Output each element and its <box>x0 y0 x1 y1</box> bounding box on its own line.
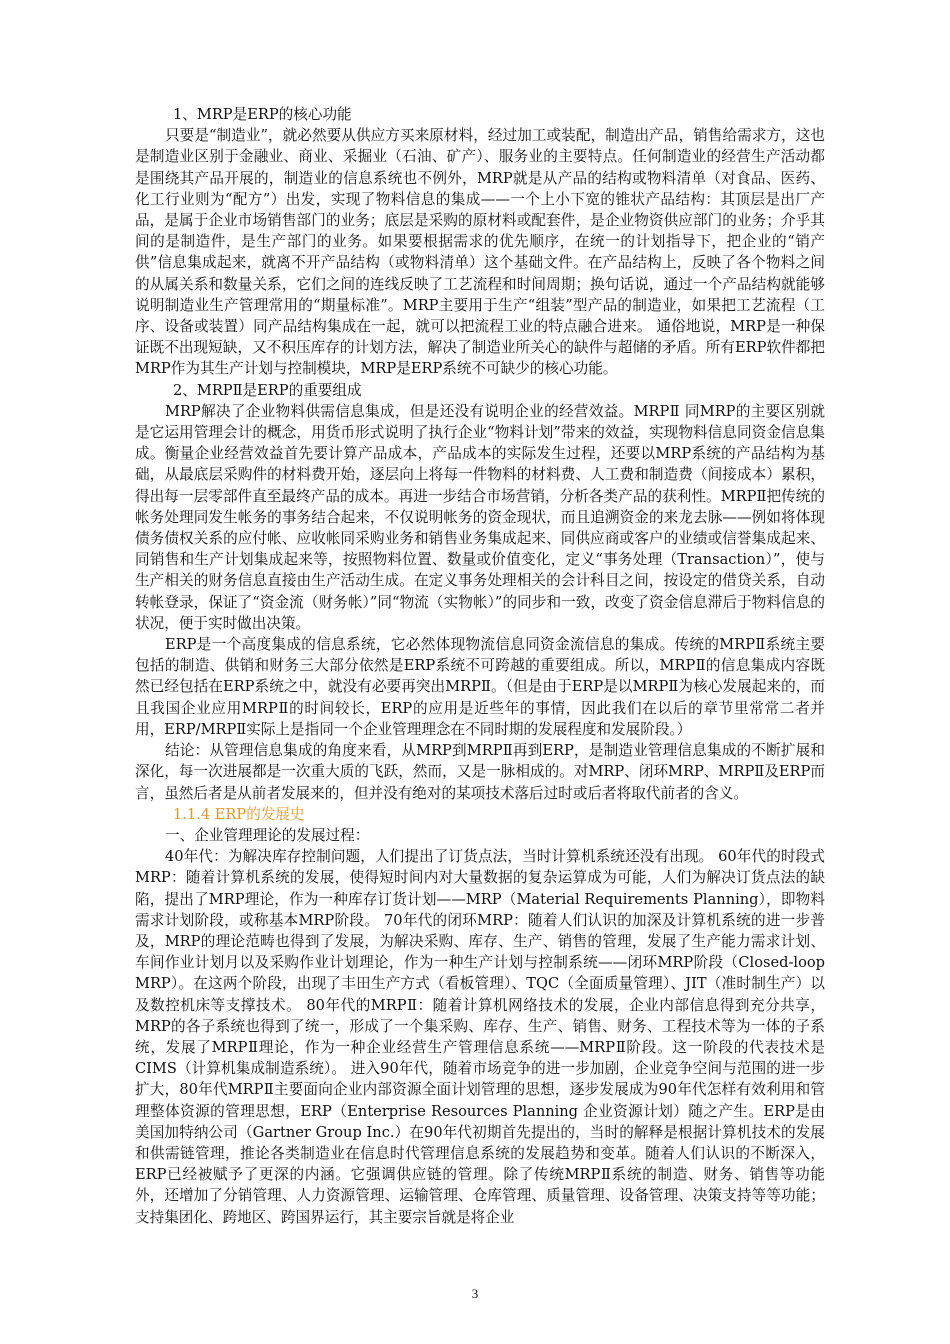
section-heading-mrp-core: 1、MRP是ERP的核心功能 <box>173 106 352 123</box>
paragraph-erp-integration: ERP是一个高度集成的信息系统，它必然体现物流信息同资金流信息的集成。传统的MRPⅡ系统主要包括的制造、供销和财务三大部分依然是ERP系统不可跨越的重要组成。所以，MRPⅡ的信息集成内容既然已经包括在ERP系统之中，就没有必要再突出MRPⅡ。（但是由于ERP是以MRPⅡ为核心发展起来的，而且我国企业应用MRPⅡ的时间较长，ERP的应用是近些年的事情，因此我们在以后的章节里常常二者并用，ERP/MRPⅡ实际上是指同一个企业管理理念在不同时期的发展程度和发展阶段。） <box>135 636 825 738</box>
erp-history-heading[interactable]: 1.1.4 ERP的发展史 <box>173 805 305 823</box>
section-heading-mrp2: 2、MRPⅡ是ERP的重要组成 <box>173 381 362 399</box>
document-body <box>135 104 825 1228</box>
paragraph-conclusion: 结论：从管理信息集成的角度来看，从MRP到MRPⅡ再到ERP，是制造业管理信息集成的不断扩展和深化，每一次进展都是一次重大质的飞跃，然而，又是一脉相成的。对MRP、闭环MRP、MRPⅡ及ERP而言，虽然后者是从前者发展来的，但并没有绝对的某项技术落后过时或后者将取代前者的含义。 <box>135 742 825 802</box>
page-number: 3 <box>471 1286 479 1301</box>
paragraph-mrp-core: 只要是“制造业”，就必然要从供应方买来原材料，经过加工或装配，制造出产品，销售给需求方，这也是制造业区别于金融业、商业、采掘业（石油、矿产）、服务业的主要特点。任何制造业的经营生产活动都是围绕其产品开展的，制造业的信息系统也不例外，MRP就是从产品的结构或物料清单（对食品、医药、化工行业则为“配方”）出发，实现了物料信息的集成——一个上小下宽的锥状产品结构：其顶层是出厂产品，是属于企业市场销售部门的业务；底层是采购的原材料或配套件，是企业物资供应部门的业务；介乎其间的是制造件，是生产部门的业务。如果要根据需求的优先顺序，在统一的计划指导下，把企业的“销产供”信息集成起来，就离不开产品结构（或物料清单）这个基础文件。在产品结构上，反映了各个物料之间的从属关系和数量关系，它们之间的连线反映了工艺流程和时间周期；换句话说，通过一个产品结构就能够说明制造业生产管理常用的“期量标准”。MRP主要用于生产“组装”型产品的制造业，如果把工艺流程（工序、设备或装置）同产品结构集成在一起，就可以把流程工业的特点融合进来。 通俗地说，MRP是一种保证既不出现短缺，又不积压库存的计划方法，解决了制造业所关心的缺件与超储的矛盾。所有ERP软件都把MRP作为其生产计划与控制模块，MRP是ERP系统不可缺少的核心功能。 <box>135 127 825 378</box>
paragraph-history: 40年代：为解决库存控制问题，人们提出了订货点法，当时计算机系统还没有出现。 60年代的时段式MRP：随着计算机系统的发展，使得短时间内对大量数据的复杂运算成为可能，人们为解决订货点法的缺陷，提出了MRP理论，作为一种库存订货计划——MRP（Material Requirements Planning），即物料需求计划阶段，或称基本MRP阶段。 70年代的闭环MRP：随着人们认识的加深及计算机系统的进一步普及，MRP的理论范畴也得到了发展，为解决采购、库存、生产、销售的管理，发展了生产能力需求计划、车间作业计划月以及采购作业计划理论，作为一种生产计划与控制系统——闭环MRP阶段（Closed-loop MRP）。在这两个阶段，出现了丰田生产方式（看板管理）、TQC（全面质量管理）、JIT（准时制生产）以及数控机床等支撑技术。 80年代的MRPⅡ：随着计算机网络技术的发展，企业内部信息得到充分共享，MRP的各子系统也得到了统一，形成了一个集采购、库存、生产、销售、财务、工程技术等为一体的子系统，发展了MRPⅡ理论，作为一种企业经营生产管理信息系统——MRPⅡ阶段。这一阶段的代表技术是CIMS（计算机集成制造系统）。 进入90年代，随着市场竞争的进一步加剧，企业竞争空间与范围的进一步扩大，80年代MRPⅡ主要面向企业内部资源全面计划管理的思想，逐步发展成为90年代怎样有效利用和管理整体资源的管理思想，ERP（Enterprise Resources Planning 企业资源计划）随之产生。ERP是由美国加特纳公司（Gartner Group Inc.）在90年代初期首先提出的，当时的解释是根据计算机技术的发展和供需链管理，推论各类制造业在信息时代管理信息系统的发展趋势和变革。随着人们认识的不断深入，ERP已经被赋予了更深的内涵。它强调供应链的管理。除了传统MRPⅡ系统的制造、财务、销售等功能外，还增加了分销管理、人力资源管理、运输管理、仓库管理、质量管理、设备管理、决策支持等等功能；支持集团化、跨地区、跨国界运行，其主要宗旨就是将企业 <box>135 848 825 1226</box>
subheading-management-theory: 一、企业管理理论的发展过程： <box>165 826 370 844</box>
paragraph-mrp2: MRP解决了企业物料供需信息集成，但是还没有说明企业的经营效益。MRPⅡ 同MRP的主要区别就是它运用管理会计的概念，用货币形式说明了执行企业“物料计划”带来的效益，实现物料信息同资金信息集成。衡量企业经营效益首先要计算产品成本，产品成本的实际发生过程，还要以MRP系统的产品结构为基础，从最底层采购件的材料费开始，逐层向上将每一件物料的材料费、人工费和制造费（间接成本）累积，得出每一层零部件直至最终产品的成本。再进一步结合市场营销，分析各类产品的获利性。MRPⅡ把传统的帐务处理同发生帐务的事务结合起来，不仅说明帐务的资金现状，而且追溯资金的来龙去脉——例如将体现债务债权关系的应付帐、应收帐同采购业务和销售业务集成起来、同供应商或客户的业绩或信誉集成起来、同销售和生产计划集成起来等，按照物料位置、数量或价值变化，定义“事务处理（Transaction）”，使与生产相关的财务信息直接由生产活动生成。在定义事务处理相关的会计科目之间，按设定的借贷关系，自动转帐登录，保证了“资金流（财务帐）”同“物流（实物帐）”的同步和一致，改变了资金信息滞后于物料信息的状况，便于实时做出决策。 <box>135 402 825 632</box>
